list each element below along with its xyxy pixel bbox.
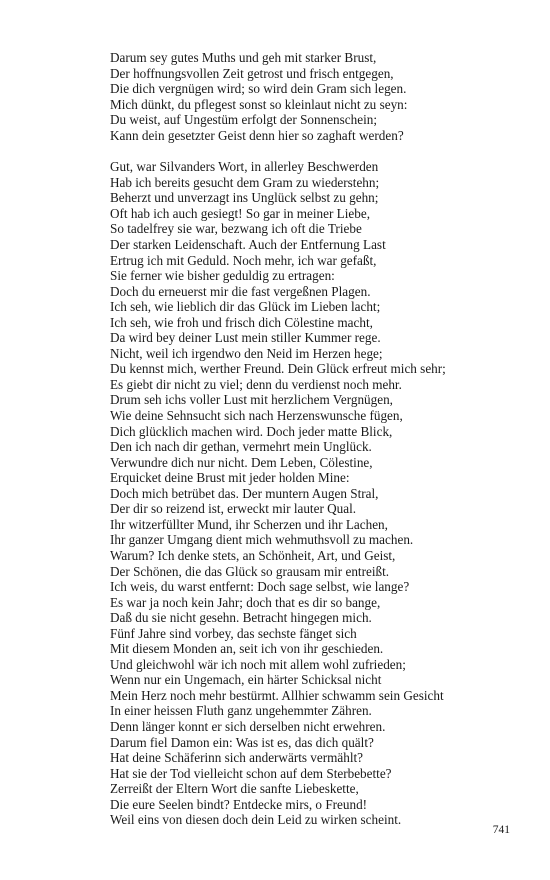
verse-line: Denn länger konnt er sich derselben nicht erwehren. bbox=[110, 718, 386, 734]
verse-line: Der starken Leidenschaft. Auch der Entfernung Last bbox=[110, 237, 386, 253]
verse-line: Ihr ganzer Umgang dient mich wehmuthsvoll zu machen. bbox=[110, 532, 414, 548]
verse-line: Die eure Seelen bindt? Entdecke mirs, o Freund! bbox=[110, 796, 368, 812]
verse-line: Der dir so reizend ist, erweckt mir lauter Qual. bbox=[110, 501, 357, 517]
verse-line: Wenn nur ein Ungemach, ein härter Schicksal nicht bbox=[110, 672, 382, 688]
verse-line: Darum fiel Damon ein: Was ist es, das dich quält? bbox=[110, 734, 374, 750]
verse-line: Gut, war Silvanders Wort, in allerley Beschwerden bbox=[110, 159, 379, 175]
verse-line: Ertrug ich mit Geduld. Noch mehr, ich war gefaßt, bbox=[110, 252, 377, 268]
verse-line: Dich glücklich machen wird. Doch jeder matte Blick, bbox=[110, 423, 393, 439]
verse-line: Der Schönen, die das Glück so grausam mir entreißt. bbox=[110, 563, 390, 579]
verse-line: In einer heissen Fluth ganz ungehemmter Zähren. bbox=[110, 703, 372, 719]
verse-line: Oft hab ich auch gesiegt! So gar in meiner Liebe, bbox=[110, 205, 370, 221]
verse-line: Du weist, auf Ungestüm erfolgt der Sonnenschein; bbox=[110, 112, 377, 128]
verse-line: Du kennst mich, werther Freund. Dein Glück erfreut mich sehr; bbox=[110, 361, 446, 377]
verse-line: Beherzt und unverzagt ins Unglück selbst zu gehn; bbox=[110, 190, 379, 206]
verse-line: Kann dein gesetzter Geist denn hier so zaghaft werden? bbox=[110, 127, 404, 143]
verse-line: Den ich nach dir gethan, vermehrt mein Unglück. bbox=[110, 439, 372, 455]
verse-line: Erquicket deine Brust mit jeder holden Mine: bbox=[110, 470, 350, 486]
verse-line: Mich dünkt, du pflegest sonst so kleinlaut nicht zu seyn: bbox=[110, 96, 408, 112]
verse-line: Da wird bey deiner Lust mein stiller Kummer rege. bbox=[110, 330, 381, 346]
verse-line: Fünf Jahre sind vorbey, das sechste fänget sich bbox=[110, 625, 357, 641]
verse-line: Nicht, weil ich irgendwo den Neid im Herzen hege; bbox=[110, 345, 383, 361]
verse-line: Doch mich betrübet das. Der muntern Augen Stral, bbox=[110, 485, 379, 501]
verse-line: Daß du sie nicht gesehn. Betracht hingegen mich. bbox=[110, 610, 372, 626]
verse-line: Und gleichwohl wär ich noch mit allem wohl zufrieden; bbox=[110, 656, 406, 672]
verse-line: Doch du erneuerst mir die fast vergeßnen Plagen. bbox=[110, 283, 371, 299]
verse-line: Es war ja noch kein Jahr; doch that es dir so bange, bbox=[110, 594, 381, 610]
verse-line: Zerreißt der Eltern Wort die sanfte Liebeskette, bbox=[110, 781, 359, 797]
verse-line: Hab ich bereits gesucht dem Gram zu wiederstehn; bbox=[110, 174, 380, 190]
verse-line: Ich seh, wie lieblich dir das Glück im Lieben lacht; bbox=[110, 299, 381, 315]
stanza-2 bbox=[110, 159, 510, 828]
poem-text bbox=[110, 50, 510, 828]
verse-line: Hat sie der Tod vielleicht schon auf dem Sterbebette? bbox=[110, 765, 392, 781]
verse-line: Die dich vergnügen wird; so wird dein Gram sich legen. bbox=[110, 81, 407, 97]
verse-line: Weil eins von diesen doch dein Leid zu wirken scheint. bbox=[110, 812, 402, 828]
verse-line: Hat deine Schäferinn sich anderwärts vermählt? bbox=[110, 750, 364, 766]
page-number: 741 bbox=[492, 824, 510, 836]
verse-line: Drum seh ichs voller Lust mit herzlichem Vergnügen, bbox=[110, 392, 393, 408]
verse-line: Ihr witzerfüllter Mund, ihr Scherzen und ihr Lachen, bbox=[110, 516, 388, 532]
verse-line: Es giebt dir nicht zu viel; denn du verdienst noch mehr. bbox=[110, 376, 402, 392]
verse-line: Warum? Ich denke stets, an Schönheit, Art, und Geist, bbox=[110, 547, 396, 563]
verse-line: Der hoffnungsvollen Zeit getrost und frisch entgegen, bbox=[110, 65, 394, 81]
verse-line: Verwundre dich nur nicht. Dem Leben, Cölestine, bbox=[110, 454, 373, 470]
stanza-1 bbox=[110, 50, 510, 143]
verse-line: Ich seh, wie froh und frisch dich Cölestine macht, bbox=[110, 314, 373, 330]
verse-line: Ich weis, du warst entfernt: Doch sage selbst, wie lange? bbox=[110, 579, 410, 595]
verse-line: So tadelfrey sie war, bezwang ich oft die Triebe bbox=[110, 221, 362, 237]
verse-line: Wie deine Sehnsucht sich nach Herzenswunsche fügen, bbox=[110, 408, 403, 424]
verse-line: Sie ferner wie bisher geduldig zu ertragen: bbox=[110, 268, 335, 284]
verse-line: Mein Herz noch mehr bestürmt. Allhier schwamm sein Gesicht bbox=[110, 687, 444, 703]
verse-line: Darum sey gutes Muths und geh mit starker Brust, bbox=[110, 50, 377, 65]
verse-line: Mit diesem Monden an, seit ich von ihr geschieden. bbox=[110, 641, 384, 657]
